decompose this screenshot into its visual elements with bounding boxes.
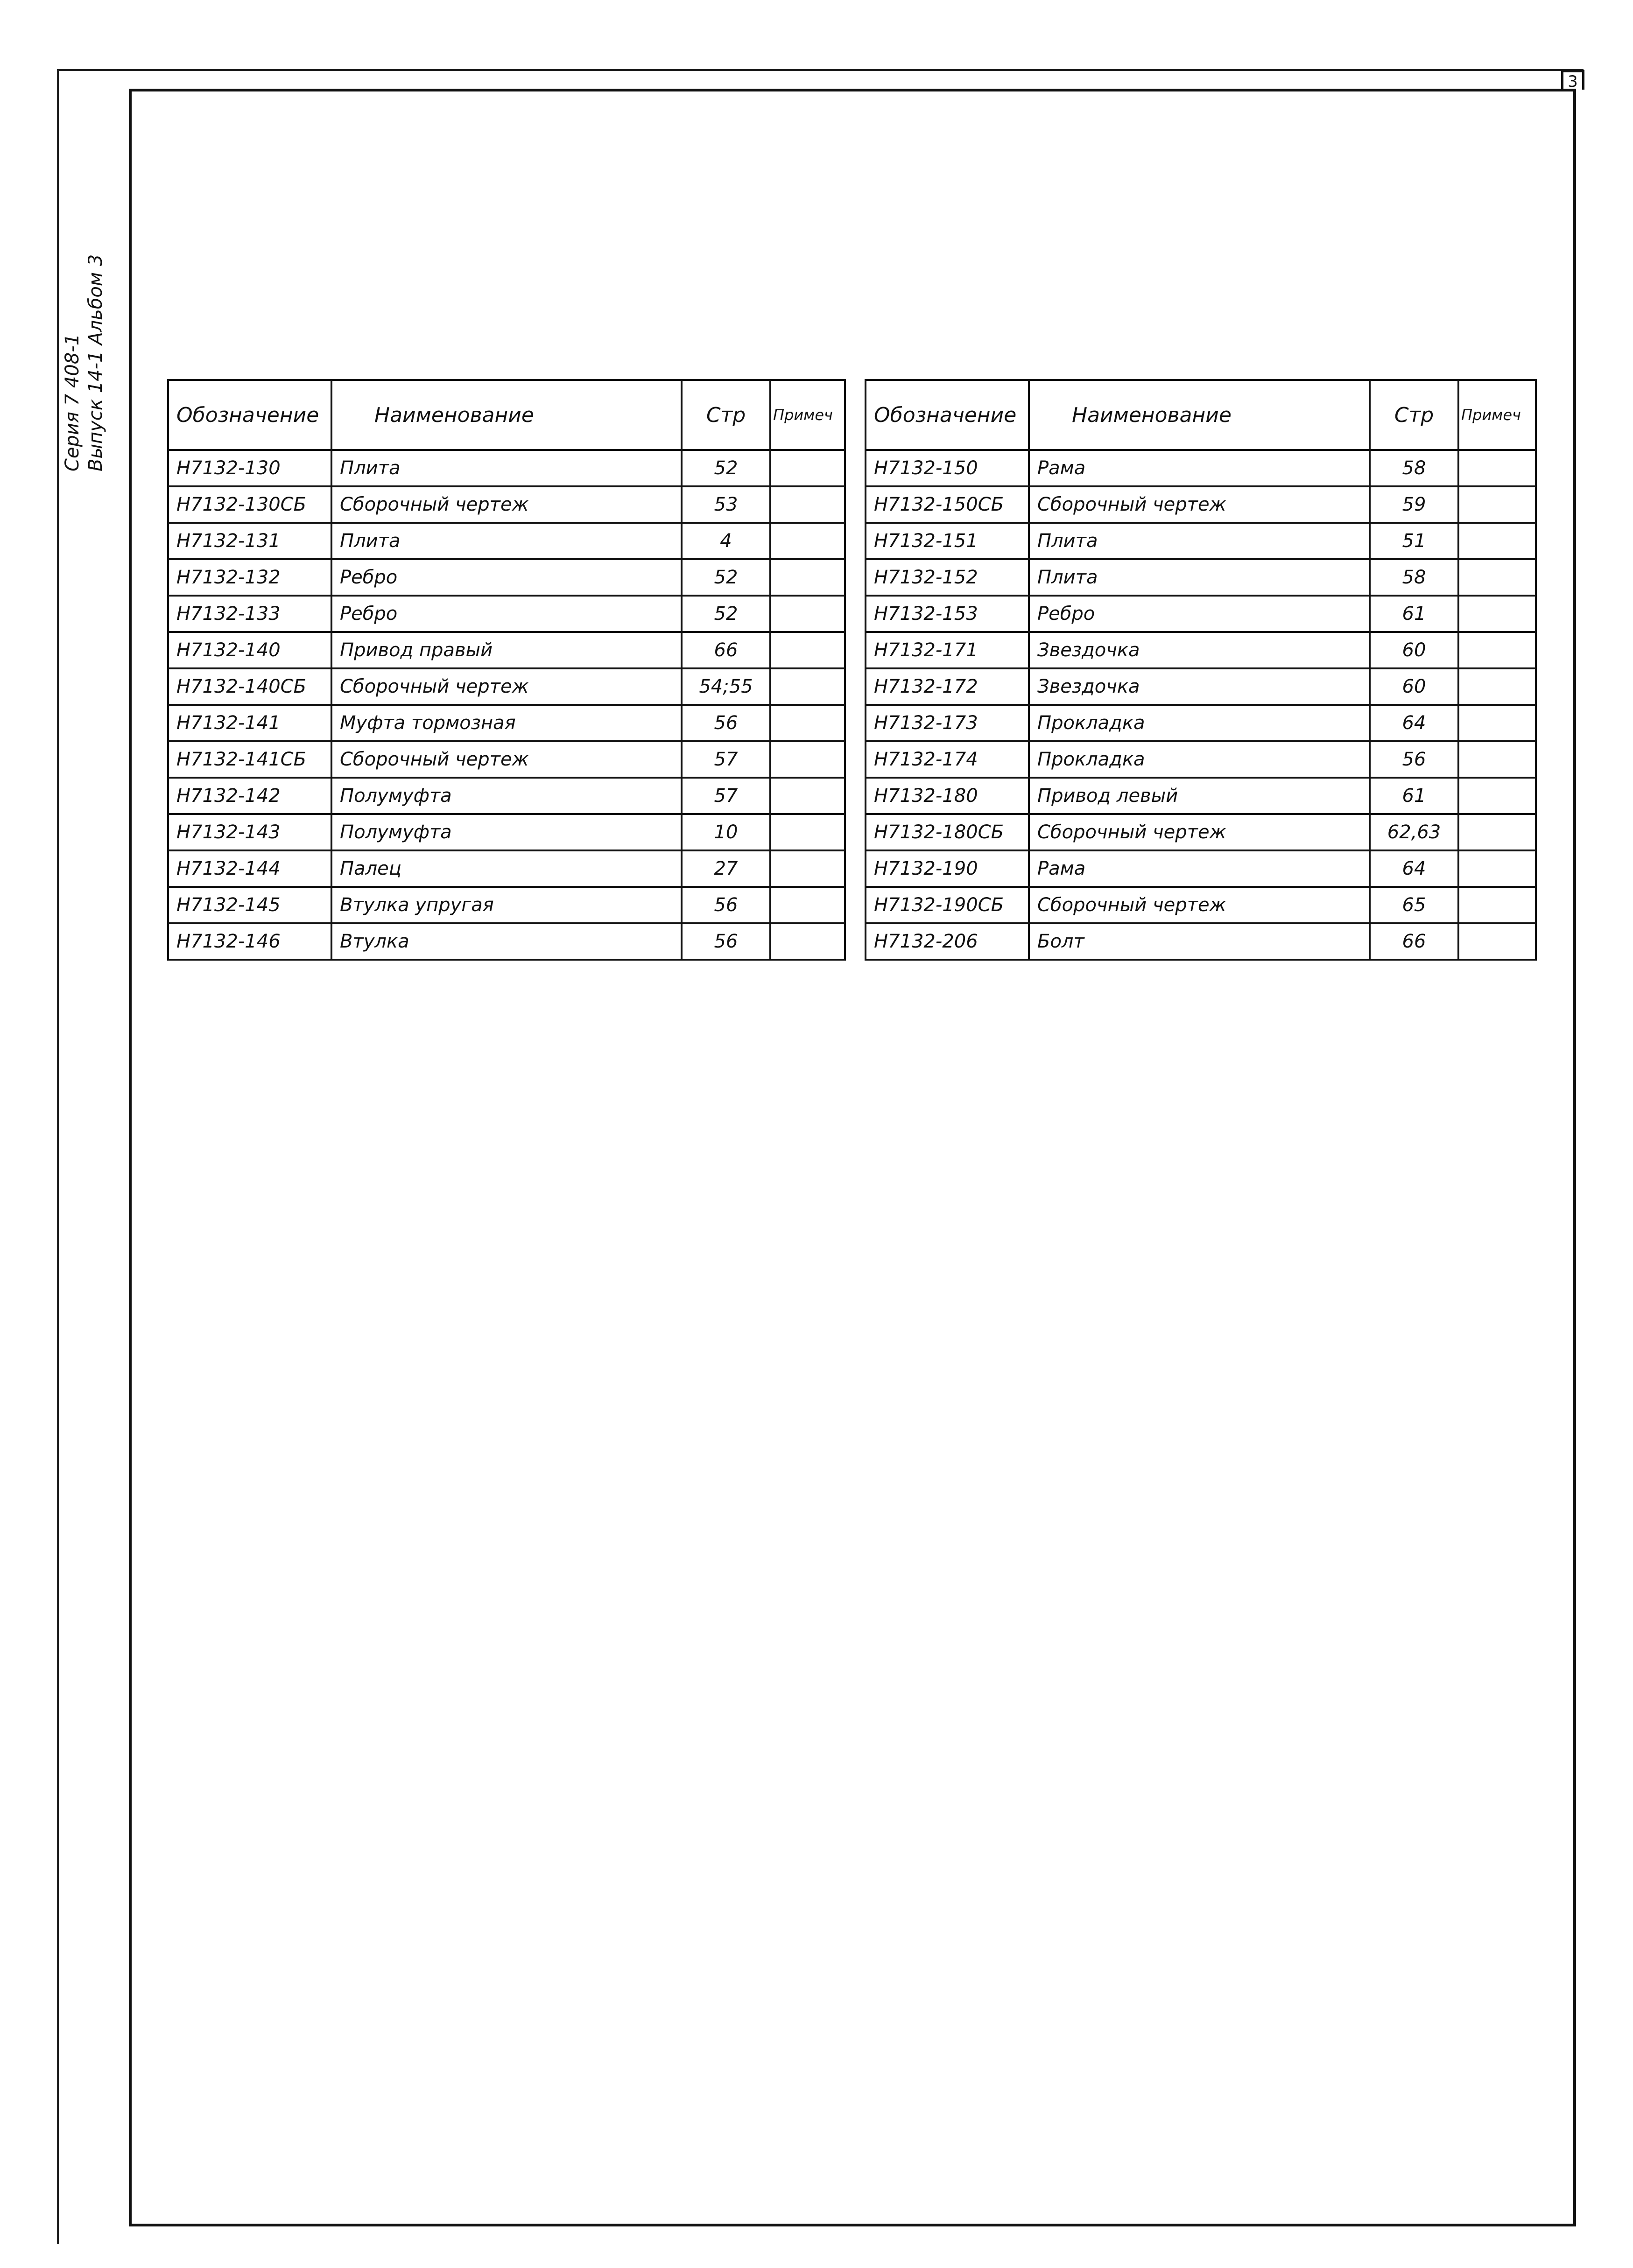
cell-code: Н7132-190 — [866, 850, 1029, 887]
cell-page: 56 — [1370, 741, 1458, 778]
table-row — [168, 486, 845, 523]
cell-page: 58 — [1370, 450, 1458, 486]
spec-table-left — [167, 379, 846, 961]
cell-code: Н7132-146 — [168, 923, 331, 960]
table-row — [168, 523, 845, 559]
table-row — [866, 559, 1536, 596]
header-row — [866, 380, 1536, 450]
table-row — [168, 668, 845, 705]
cell-name: Сборочный чертеж — [1029, 887, 1370, 923]
cell-page: 61 — [1370, 596, 1458, 632]
cell-name: Полумуфта — [331, 778, 682, 814]
header-row — [168, 380, 845, 450]
cell-note — [1458, 778, 1536, 814]
table-row — [866, 450, 1536, 486]
series-stamp-line-2: Выпуск 14-1 Альбом 3 — [85, 254, 106, 471]
cell-page: 62,63 — [1370, 814, 1458, 850]
cell-note — [770, 850, 845, 887]
table-row — [168, 850, 845, 887]
cell-name: Звездочка — [1029, 668, 1370, 705]
cell-note — [770, 923, 845, 960]
cell-page: 52 — [682, 450, 770, 486]
cell-name: Привод правый — [331, 632, 682, 668]
table-row — [168, 559, 845, 596]
table-row — [168, 887, 845, 923]
cell-page: 53 — [682, 486, 770, 523]
spec-table-right — [865, 379, 1537, 961]
table-row — [866, 778, 1536, 814]
cell-note — [1458, 814, 1536, 850]
header-code: Обозначение — [168, 380, 331, 450]
header-code: Обозначение — [866, 380, 1029, 450]
page-number: 3 — [1561, 70, 1584, 90]
cell-name: Плита — [1029, 523, 1370, 559]
cell-page: 51 — [1370, 523, 1458, 559]
cell-name: Звездочка — [1029, 632, 1370, 668]
cell-note — [1458, 887, 1536, 923]
header-name: Наименование — [1029, 380, 1370, 450]
cell-page: 52 — [682, 596, 770, 632]
cell-code: Н7132-180СБ — [866, 814, 1029, 850]
cell-page: 66 — [1370, 923, 1458, 960]
table-row — [866, 814, 1536, 850]
cell-name: Плита — [331, 523, 682, 559]
cell-code: Н7132-143 — [168, 814, 331, 850]
cell-page: 58 — [1370, 559, 1458, 596]
cell-name: Рама — [1029, 450, 1370, 486]
table-row — [168, 814, 845, 850]
cell-page: 54;55 — [682, 668, 770, 705]
table-row — [168, 778, 845, 814]
cell-note — [1458, 705, 1536, 741]
cell-note — [770, 887, 845, 923]
cell-name: Ребро — [331, 596, 682, 632]
table-row — [168, 705, 845, 741]
cell-note — [770, 450, 845, 486]
cell-name: Сборочный чертеж — [331, 668, 682, 705]
cell-note — [770, 741, 845, 778]
table-row — [866, 632, 1536, 668]
cell-code: Н7132-133 — [168, 596, 331, 632]
table-row — [866, 923, 1536, 960]
cell-page: 64 — [1370, 850, 1458, 887]
cell-page: 60 — [1370, 668, 1458, 705]
cell-code: Н7132-173 — [866, 705, 1029, 741]
cell-name: Рама — [1029, 850, 1370, 887]
table-row — [866, 486, 1536, 523]
cell-code: Н7132-171 — [866, 632, 1029, 668]
cell-page: 57 — [682, 778, 770, 814]
cell-note — [770, 778, 845, 814]
cell-note — [770, 705, 845, 741]
series-stamp-line-1: Серия 7 408-1 — [62, 333, 83, 471]
cell-name: Сборочный чертеж — [1029, 814, 1370, 850]
cell-note — [770, 632, 845, 668]
cell-code: Н7132-130 — [168, 450, 331, 486]
cell-name: Ребро — [1029, 596, 1370, 632]
cell-page: 56 — [682, 923, 770, 960]
cell-code: Н7132-141 — [168, 705, 331, 741]
cell-code: Н7132-152 — [866, 559, 1029, 596]
cell-note — [770, 668, 845, 705]
cell-name: Полумуфта — [331, 814, 682, 850]
cell-name: Привод левый — [1029, 778, 1370, 814]
cell-note — [1458, 741, 1536, 778]
cell-code: Н7132-140 — [168, 632, 331, 668]
cell-code: Н7132-180 — [866, 778, 1029, 814]
cell-note — [1458, 596, 1536, 632]
table-row — [866, 850, 1536, 887]
cell-note — [1458, 559, 1536, 596]
cell-note — [1458, 668, 1536, 705]
cell-code: Н7132-140СБ — [168, 668, 331, 705]
series-stamp — [61, 238, 117, 471]
cell-code: Н7132-150СБ — [866, 486, 1029, 523]
header-page: Стр — [1370, 380, 1458, 450]
table-row — [168, 632, 845, 668]
cell-code: Н7132-132 — [168, 559, 331, 596]
cell-name: Прокладка — [1029, 705, 1370, 741]
cell-code: Н7132-174 — [866, 741, 1029, 778]
cell-note — [1458, 450, 1536, 486]
table-row — [866, 596, 1536, 632]
cell-page: 10 — [682, 814, 770, 850]
cell-code: Н7132-131 — [168, 523, 331, 559]
cell-page: 52 — [682, 559, 770, 596]
cell-name: Плита — [1029, 559, 1370, 596]
cell-code: Н7132-190СБ — [866, 887, 1029, 923]
cell-code: Н7132-130СБ — [168, 486, 331, 523]
table-row — [168, 741, 845, 778]
header-note: Примеч — [770, 380, 845, 450]
cell-note — [770, 559, 845, 596]
table-row — [866, 705, 1536, 741]
cell-page: 27 — [682, 850, 770, 887]
cell-page: 64 — [1370, 705, 1458, 741]
table-row — [866, 523, 1536, 559]
table-row — [866, 668, 1536, 705]
cell-name: Плита — [331, 450, 682, 486]
cell-name: Втулка — [331, 923, 682, 960]
cell-code: Н7132-151 — [866, 523, 1029, 559]
cell-name: Сборочный чертеж — [331, 741, 682, 778]
cell-note — [1458, 923, 1536, 960]
cell-note — [770, 486, 845, 523]
cell-code: Н7132-144 — [168, 850, 331, 887]
table-row — [168, 923, 845, 960]
cell-page: 61 — [1370, 778, 1458, 814]
cell-name: Палец — [331, 850, 682, 887]
cell-note — [1458, 632, 1536, 668]
cell-note — [1458, 850, 1536, 887]
cell-note — [770, 596, 845, 632]
table-row — [168, 596, 845, 632]
cell-name: Прокладка — [1029, 741, 1370, 778]
cell-name: Сборочный чертеж — [1029, 486, 1370, 523]
cell-code: Н7132-150 — [866, 450, 1029, 486]
cell-page: 59 — [1370, 486, 1458, 523]
cell-code: Н7132-153 — [866, 596, 1029, 632]
cell-page: 60 — [1370, 632, 1458, 668]
header-page: Стр — [682, 380, 770, 450]
cell-note — [1458, 523, 1536, 559]
cell-code: Н7132-206 — [866, 923, 1029, 960]
cell-name: Втулка упругая — [331, 887, 682, 923]
cell-code: Н7132-145 — [168, 887, 331, 923]
cell-note — [1458, 486, 1536, 523]
cell-name: Муфта тормозная — [331, 705, 682, 741]
cell-page: 57 — [682, 741, 770, 778]
table-row — [168, 450, 845, 486]
cell-code: Н7132-142 — [168, 778, 331, 814]
cell-page: 65 — [1370, 887, 1458, 923]
header-name: Наименование — [331, 380, 682, 450]
table-row — [866, 887, 1536, 923]
header-note: Примеч — [1458, 380, 1536, 450]
cell-page: 56 — [682, 705, 770, 741]
cell-name: Ребро — [331, 559, 682, 596]
cell-note — [770, 814, 845, 850]
cell-code: Н7132-172 — [866, 668, 1029, 705]
cell-name: Сборочный чертеж — [331, 486, 682, 523]
table-row — [866, 741, 1536, 778]
cell-note — [770, 523, 845, 559]
cell-page: 56 — [682, 887, 770, 923]
cell-page: 66 — [682, 632, 770, 668]
cell-name: Болт — [1029, 923, 1370, 960]
cell-code: Н7132-141СБ — [168, 741, 331, 778]
cell-page: 4 — [682, 523, 770, 559]
